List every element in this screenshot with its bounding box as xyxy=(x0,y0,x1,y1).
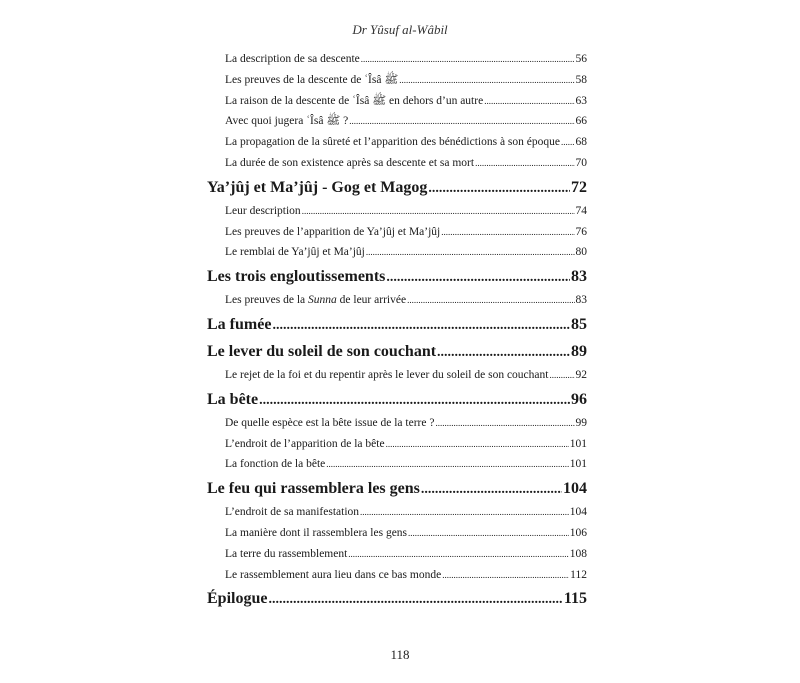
dot-leader xyxy=(348,544,568,565)
dot-leader xyxy=(441,222,574,243)
toc-entry-page: 85 xyxy=(571,315,587,333)
toc-entry-title: Les trois engloutissements xyxy=(207,268,386,286)
dot-leader xyxy=(428,174,570,201)
dot-leader xyxy=(386,434,569,455)
dot-leader xyxy=(561,132,575,153)
toc-entry-page: 74 xyxy=(575,204,587,217)
toc-entry-title: La fonction de la bête xyxy=(225,458,326,471)
dot-leader xyxy=(326,454,568,475)
dot-leader xyxy=(349,111,574,132)
toc-subsection-entry xyxy=(207,502,587,523)
toc-entry-page: 104 xyxy=(569,506,587,519)
toc-subsection-entry xyxy=(207,454,587,475)
toc-entry-page: 76 xyxy=(575,225,587,238)
toc-subsection-entry xyxy=(207,413,587,434)
dot-leader xyxy=(475,153,574,174)
toc-entry-page: 89 xyxy=(571,342,587,360)
toc-entry-title: Leur description xyxy=(225,204,301,217)
dot-leader xyxy=(302,201,575,222)
toc-entry-page: 68 xyxy=(575,136,587,149)
toc-section-entry xyxy=(207,475,587,502)
toc-entry-title: Le lever du soleil de son couchant xyxy=(207,342,437,360)
toc-section-entry xyxy=(207,338,587,365)
toc-entry-page: 104 xyxy=(563,480,587,498)
dot-leader xyxy=(268,585,562,612)
toc-subsection-entry xyxy=(207,290,587,311)
toc-entry-page: 66 xyxy=(575,115,587,128)
dot-leader xyxy=(366,242,575,263)
toc-entry-page: 83 xyxy=(575,294,587,307)
toc-entry-page: 101 xyxy=(569,458,587,471)
toc-section-entry xyxy=(207,386,587,413)
page-number: 118 xyxy=(390,647,410,662)
toc-subsection-entry xyxy=(207,70,587,91)
dot-leader xyxy=(435,413,574,434)
toc-entry-page: 115 xyxy=(563,590,587,608)
dot-leader xyxy=(361,49,575,70)
dot-leader xyxy=(386,263,570,290)
toc-entry-page: 58 xyxy=(575,73,587,86)
toc-entry-page: 56 xyxy=(575,53,587,65)
toc-entry-title: Le remblai de Ya’jûj et Ma’jûj xyxy=(225,246,365,259)
toc-subsection-entry xyxy=(207,132,587,153)
toc-entry-page: 108 xyxy=(569,547,587,560)
toc-subsection-entry xyxy=(207,365,587,386)
toc-entry-page: 83 xyxy=(571,268,587,286)
toc-entry-title: Ya’jûj et Ma’jûj - Gog et Magog xyxy=(207,178,428,196)
dot-leader xyxy=(360,502,569,523)
dot-leader xyxy=(408,523,569,544)
dot-leader xyxy=(421,475,562,502)
toc-entry-page: 80 xyxy=(575,246,587,259)
toc-subsection-entry xyxy=(207,565,587,586)
toc-entry-page: 96 xyxy=(571,390,587,408)
toc-entry-title: La bête xyxy=(207,390,259,408)
toc-entry-page: 70 xyxy=(575,156,587,169)
table-of-contents xyxy=(207,49,587,612)
toc-entry-title: La fumée xyxy=(207,315,272,333)
dot-leader xyxy=(549,365,574,386)
toc-subsection-entry xyxy=(207,153,587,174)
toc-entry-page: 99 xyxy=(575,416,587,429)
running-header: Dr Yûsuf al-Wâbil xyxy=(352,22,448,37)
toc-entry-title: L’endroit de sa manifestation xyxy=(225,506,360,519)
toc-entry-title: La durée de son existence après sa descente et sa mort xyxy=(225,156,475,169)
dot-leader xyxy=(259,386,570,413)
toc-entry-page: 63 xyxy=(575,94,587,107)
toc-entry-title: Le rejet de la foi et du repentir après le lever du soleil de son couchant xyxy=(225,368,549,381)
toc-entry-title: Le feu qui rassemblera les gens xyxy=(207,480,420,498)
toc-entry-title: Épilogue xyxy=(207,590,268,608)
dot-leader xyxy=(442,565,569,586)
dot-leader xyxy=(272,311,570,338)
dot-leader xyxy=(437,338,570,365)
toc-subsection-entry xyxy=(207,242,587,263)
toc-subsection-entry xyxy=(207,49,587,70)
toc-entry-title: La raison de la descente de ʿÎsâ ﷺ en dehors d’un autre xyxy=(225,94,484,107)
toc-subsection-entry xyxy=(207,201,587,222)
toc-subsection-entry xyxy=(207,544,587,565)
toc-entry-title: Les preuves de la descente de ʿÎsâ ﷺ xyxy=(225,73,399,86)
toc-subsection-entry xyxy=(207,523,587,544)
toc-entry-title: L’endroit de l’apparition de la bête xyxy=(225,437,385,450)
toc-entry-title: La manière dont il rassemblera les gens xyxy=(225,526,408,539)
toc-subsection-entry xyxy=(207,111,587,132)
toc-section-entry xyxy=(207,263,587,290)
toc-entry-title: Les preuves de l’apparition de Ya’jûj et Ma’jûj xyxy=(225,225,441,238)
toc-subsection-entry xyxy=(207,91,587,112)
toc-entry-page: 106 xyxy=(569,526,587,539)
toc-entry-page: 72 xyxy=(571,178,587,196)
toc-entry-title: La description de sa descente xyxy=(225,53,360,65)
toc-entry-page: 101 xyxy=(569,437,587,450)
toc-entry-title: Les preuves de la Sunna de leur arrivée xyxy=(225,294,407,307)
toc-entry-title: La terre du rassemblement xyxy=(225,547,348,560)
toc-subsection-entry xyxy=(207,434,587,455)
toc-entry-title: Avec quoi jugera ʿÎsâ ﷺ ? xyxy=(225,115,349,128)
toc-section-entry xyxy=(207,311,587,338)
toc-entry-title: Le rassemblement aura lieu dans ce bas monde xyxy=(225,568,442,581)
toc-subsection-entry xyxy=(207,222,587,243)
toc-entry-page: 112 xyxy=(570,568,587,581)
toc-entry-title: La propagation de la sûreté et l’apparition des bénédictions à son époque xyxy=(225,136,560,149)
dot-leader xyxy=(399,70,574,91)
toc-section-entry xyxy=(207,174,587,201)
toc-entry-page: 92 xyxy=(575,368,587,381)
toc-section-entry xyxy=(207,585,587,612)
toc-entry-title: De quelle espèce est la bête issue de la terre ? xyxy=(225,416,435,429)
dot-leader xyxy=(407,290,574,311)
dot-leader xyxy=(484,91,574,112)
